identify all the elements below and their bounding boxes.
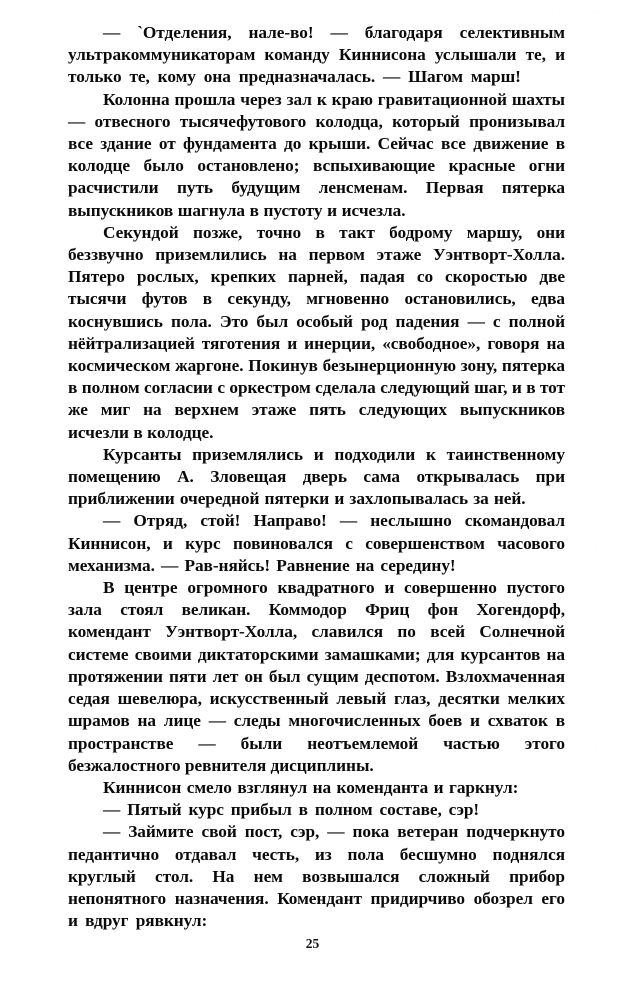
- paragraph: — `Отделения, нале-во! — благодаря селективным ультракоммуникаторам команду Киннисона услышали те, и только те, кому она предназначалась. — Шагом марш!: [68, 23, 565, 87]
- paragraph: — Пятый курс прибыл в полном составе, сэр!: [103, 800, 480, 820]
- text-column: [68, 22, 565, 932]
- paragraph: — Отряд, стой! Направо! — неслышно скомандовал Киннисон, и курс повиновался с совершенством часового механизма. — Рав-няйсь! Равнение на середину!: [68, 511, 565, 575]
- paragraph: Колонна прошла через зал к краю гравитационной шахты — отвесного тысячефутового колодца, который пронизывал все здание от фундамента до крыши. Сейчас все движение в колодце было остановлено; вспыхивающие красные огни расчистили путь будущим ленсменам. Первая пятерка выпускников шагнула в пустоту и исчезла.: [68, 89, 565, 220]
- paragraph: — Займите свой пост, сэр, — пока ветеран подчеркнуто педантично отдавал честь, из пола бесшумно поднялся круглый стол. На нем возвышался сложный прибор непонятного назначения. Комендант придирчиво обозрел его и вдруг рявкнул:: [68, 822, 565, 931]
- paragraph: Киннисон смело взглянул на коменданта и гаркнул:: [103, 777, 519, 797]
- paragraph: Секундой позже, точно в такт бодрому маршу, они беззвучно приземлились на первом этаже Уэнтворт-Холла. Пятеро рослых, крепких парней, падая со скоростью две тысячи футов в секунду, мгновенно остановились, едва коснувшись пола. Это был особый род падения — с полной нёйтрализацией тяготения и инерции, «свободное», говоря на космическом жаргоне. Покинув безынерционную зону, пятерка в полном согласии с оркестром сделала следующий шаг, и в тот же миг на верхнем этаже пять следующих выпускников исчезли в колодце.: [68, 222, 565, 442]
- page-number: 25: [305, 936, 320, 951]
- paragraph: В центре огромного квадратного и совершенно пустого зала стоял великан. Коммодор Фриц фон Хогендорф, комендант Уэнтворт-Холла, славился по всей Солнечной системе своими диктаторскими замашками; для курсантов на протяжении пяти лет он был сущим деспотом. Взлохмаченная седая шевелюра, искусственный левый глаз, десятки мелких шрамов на лице — следы многочисленных боев и схваток в пространстве — были неотъемлемой частью этого безжалостного ревнителя дисциплины.: [68, 578, 565, 775]
- paragraph: Курсанты приземлялись и подходили к таинственному помещению А. Зловещая дверь сама открывалась при приближении очередной пятерки и захлопывалась за ней.: [68, 444, 565, 509]
